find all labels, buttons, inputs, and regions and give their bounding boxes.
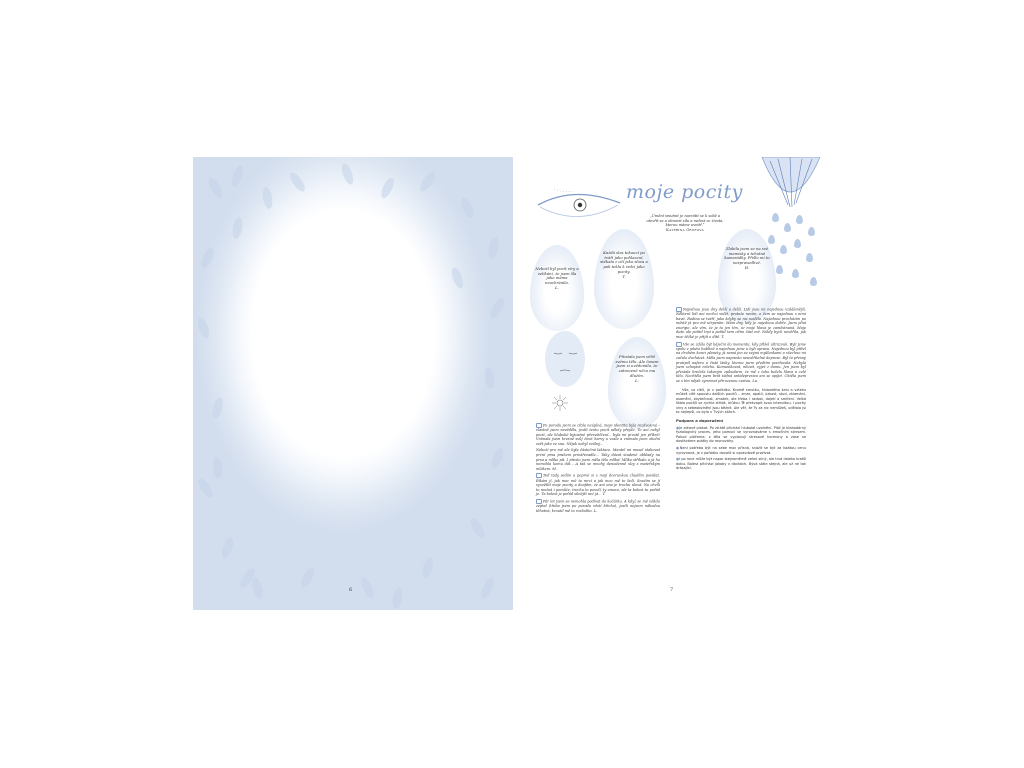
tear-drop — [808, 227, 815, 236]
drop-quote-2: Neboží byl pocit víry a velikáni, že jsem šla jako máma neochránila. — [535, 266, 579, 286]
tear-drop — [768, 235, 775, 244]
support-heading: Podpora a doporučení — [676, 418, 724, 424]
drop-quote-3: Zlobila jsem se na své mamisky a tehotné kamarádky. Přišlo mi to nespravedlivé. — [724, 246, 770, 266]
left-column — [536, 423, 660, 515]
page-title: moje pocity — [626, 181, 743, 203]
tear-drop — [780, 245, 787, 254]
tear-drop — [792, 269, 799, 278]
quote — [646, 214, 724, 232]
drop-text-4 — [614, 355, 660, 383]
left-page — [193, 157, 513, 610]
brush-stroke — [206, 176, 225, 200]
left-column-paragraph-3: Teď tady sedím a poprvé si s mojí dcerunkou chuděm povídat. Říkám jí, jak moc mě to mrzí a jak moc mě to bolí. Snažím se jí vysvětlit moje pocity a doufám, že ani ona je trochu ulevá. Na chvíli to možná i pomůže, trochu to povolí, ty emoce, ale ta bolest tu pořád je. Ta bolest je pořád silnější než já... T. — [536, 473, 660, 497]
tear-drops-icon — [756, 157, 824, 217]
brush-stroke — [490, 446, 506, 470]
right-page — [522, 157, 824, 610]
support-bullet-3: I po roce může být napor stejnoměrně velmi silný, ale trvá daleko kratší dobu. Bolest přichází jakoby v dávkách. Bývá stále stejná, ale už ne tak drásající. — [676, 457, 806, 471]
drop-text-1 — [600, 251, 648, 279]
brush-stroke — [379, 176, 396, 200]
tear-drop — [776, 265, 783, 274]
brush-stroke — [261, 186, 274, 209]
tear-drop — [784, 223, 791, 232]
tear-drop — [806, 253, 813, 262]
right-column-paragraph-3: Vše, co cítíš, je v pořádku. Kromě smutku, hlubokého žalu a vzteku můžeš cítit spoustu dalších pocitů – zmar, apatii, úzkost, stud, zklamání, osamění, zbytečnost, zmatek, ale třeba i radost, dojetí a smíření. Velká škála pocitů se rychle střídá, můžou Tě překvapit svou intenzitou. I pocity víny a sebeobvinění jsou běžné. Ale věř, že Ty za nic nemůžeš, udělala jsi to nejlepší, co bylo v Tvých silách. — [676, 387, 806, 415]
brush-stroke — [391, 586, 404, 609]
face-doodle-icon — [542, 327, 588, 391]
brush-stroke — [488, 296, 507, 320]
tear-drop — [772, 213, 779, 222]
brush-stroke — [196, 316, 212, 340]
brush-stroke — [420, 556, 434, 580]
left-column-paragraph-4: Pár let jsem se nemohla podívat do kočárku. A když se mě někdo zeptal (třeba jsem po porodu věstí břicho), jestli nejsem náhodou těhotná, kroutil mě to rozbolito. L. — [536, 499, 660, 513]
brush-stroke — [418, 170, 438, 193]
brush-stroke — [199, 246, 216, 270]
drop-text-2 — [535, 267, 579, 291]
right-column-paragraph-2: Vše se zdálo být báječní do momentu, kdy přišel ultrazvuk. Byli jsme spolu v jakési bublině a najednou jsme u byli opravu. Najednou byl přítel na druhém konci planety, já samá jen se svými myšlenkami a všechno mi začalo docházet. Měla jsem naprosto neuvěřitelné deprese. Byl to přesný protipól nafaru a čisté lásky, kterou jsem předtím pociťovala. Nebyla jsem schopná ničeho. Komunikovat, mluvit, vyjet z domu. Jen jsem byl přestala brečela takovým způsobem, že mě z toho bolela hlava a celé tělo. Nechtěla jsem brát žádná antidepresiva ani se opíjet. Chtěla jsem se s tím nějak vyrovnat přirozenou cestou. Lu. — [676, 342, 806, 383]
drop-sign-4: L. — [635, 377, 639, 383]
sun-doodle-icon — [552, 395, 568, 411]
tear-drop — [796, 215, 803, 224]
left-column-paragraph-2: Neboží pro mě ale byla částečná laktace. Mantel mi musel stahovat první prsa prahem prostřevadla... Taky dávat studené obklady na prsa a mlíko pít. I přesto jsem měla tělo mlíka! Mlíko stříkalo a já ho nemohla komu dát... A tak se mnohy denodenně slzy s mateřským mlékem. M. — [536, 448, 660, 471]
brush-stroke — [340, 162, 356, 186]
brush-stroke — [483, 366, 496, 389]
support-bullet-2: Není potřeba být na sebe moc přísná, snažit se být za každou cenu vyrovnaná, je v pořádku dovolit si opravdově prožívat. — [676, 446, 806, 455]
brush-stroke — [210, 396, 224, 420]
brush-stroke — [288, 170, 308, 193]
tear-drop — [794, 239, 801, 248]
page-number-right: 7 — [670, 587, 674, 593]
left-column-paragraph-1: Po porodu jsem se cítila neúplná, moje identita byla rozdvojená – vlastně jsem nevěděla, jestli tento pocit někdy přejde. To ani nebyl pocit, ale hluboké bytostné přesvědčení... byla mi prostě jen příkrá! Vnímala jsem kresně svůj život harvy a vzala a vnímala jsem okolní svět jako ve snu. Nějak nebyl reálný... — [536, 423, 660, 446]
right-column — [676, 307, 806, 473]
drop-quote-4: Přestala jsem věřit svému tělu. Ale časem jsem si uvědomila, že zatraceně něco mu dlužím. — [615, 354, 659, 378]
drop-text-3 — [724, 247, 770, 271]
brush-stroke — [479, 576, 496, 600]
brush-stroke — [298, 566, 317, 590]
brush-stroke — [250, 576, 264, 600]
brush-stroke — [459, 196, 476, 220]
brush-stroke — [450, 266, 466, 290]
quote-author: Kateřina Grofová — [666, 227, 704, 232]
right-column-paragraph-1: Najednou jsou dny delší a delší. Lidi jsou mi najednou vzdálenější. Některé lidi ani nechci vidět, protože nevím, o čem se najednou s nimi bavit. Rodina se tváří, jako kdyby se nic nedělo. Najednou procházím po městě já pro mě utrpením. Mám dny, kdy je najednou dobře. Jsem plná energie, ale vím, že je to jen tím, že moje hlava je zaměstnaná. Moje duše ale pořád trpí a pořád tam cítím část mě. Nikdy bych nevěřila, jak moc těžké je přijít o dítě. T. — [676, 307, 806, 340]
quote-text: „Umění smutnit je navrátit se k sobě a otevřít se a obnovit sílu a radost ze života, kterou máme uvnitř.“ — [646, 214, 724, 228]
brush-stroke — [230, 164, 246, 188]
drop-sign-2: L. — [555, 284, 559, 290]
brush-stroke — [468, 516, 487, 540]
brush-stroke — [212, 457, 223, 480]
tear-drop — [810, 277, 817, 286]
drop-quote-1: Každá slza tekoucí po tváři jako pohlazení, stékala z očí jako slova a pak tekla k srdci jako pocity. — [600, 250, 648, 274]
drop-sign-3: H. — [744, 264, 750, 270]
page-number-left: 6 — [349, 587, 353, 593]
brush-stroke — [231, 216, 244, 239]
drop-sign-1: T. — [622, 273, 626, 279]
support-bullet-1: Je zdravé plakat. Po ztrátě přichází hluboké uvolnění. Pláč je blahodárný fyziologický proces, jeho pomocí se vyrovnáváme s emočním stresem. Pokud pláčeme, z těla se vyplavují stresové hormony a zase se dostáváme zpátky do rovnováhy. — [676, 425, 806, 444]
eye-icon — [534, 183, 632, 223]
brush-stroke — [196, 476, 216, 499]
brush-stroke — [220, 536, 236, 560]
brush-stroke — [359, 576, 376, 600]
brush-stroke — [487, 236, 500, 259]
